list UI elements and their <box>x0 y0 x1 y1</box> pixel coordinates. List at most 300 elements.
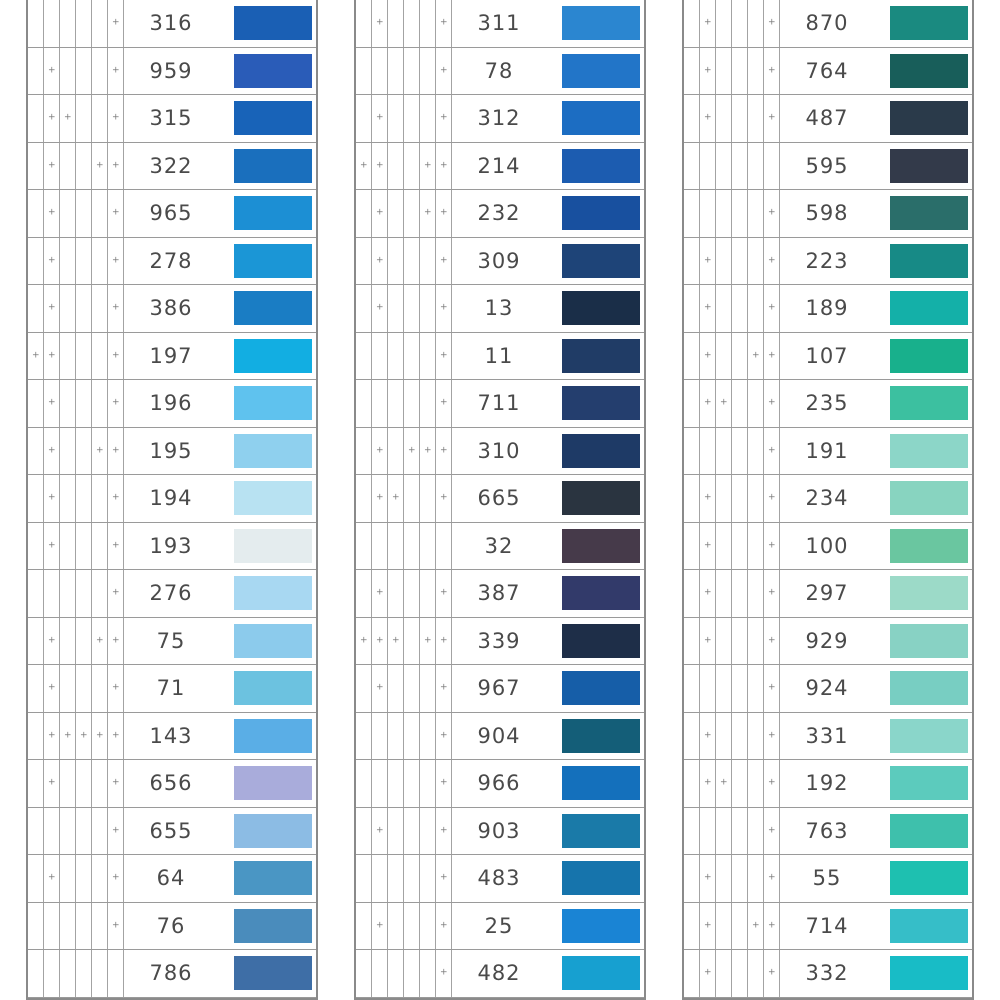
color-code: 665 <box>477 486 521 511</box>
mark-cell <box>716 95 732 142</box>
mark-cell <box>732 143 748 190</box>
plus-mark-icon: + <box>376 112 384 123</box>
mark-cell <box>28 570 44 617</box>
color-swatch <box>234 196 312 230</box>
plus-mark-icon: + <box>768 540 776 551</box>
mark-cell <box>732 333 748 380</box>
plus-mark-icon: + <box>80 730 88 741</box>
color-swatch <box>890 671 968 705</box>
mark-cell <box>356 333 372 380</box>
plus-mark-icon: + <box>112 397 120 408</box>
mark-cell <box>748 713 764 760</box>
plus-mark-icon: + <box>112 587 120 598</box>
mark-cell <box>764 665 780 712</box>
mark-cell <box>764 238 780 285</box>
mark-cell <box>700 380 716 427</box>
color-swatch <box>562 719 640 753</box>
mark-cell <box>404 428 420 475</box>
plus-mark-icon: + <box>768 635 776 646</box>
mark-cell <box>28 333 44 380</box>
mark-cell <box>684 855 700 902</box>
mark-cell <box>748 808 764 855</box>
mark-cell <box>700 713 716 760</box>
table-row <box>356 618 644 666</box>
mark-cell <box>372 238 388 285</box>
mark-cell <box>420 143 436 190</box>
plus-mark-icon: + <box>112 112 120 123</box>
table-row <box>28 333 316 381</box>
mark-cell <box>60 190 76 237</box>
table-row <box>684 0 972 48</box>
mark-cell <box>108 190 124 237</box>
mark-cell <box>372 285 388 332</box>
mark-cell <box>356 665 372 712</box>
mark-cell <box>732 760 748 807</box>
mark-cell <box>76 808 92 855</box>
mark-cell <box>388 808 404 855</box>
table-row <box>684 713 972 761</box>
plus-mark-icon: + <box>704 350 712 361</box>
mark-cell <box>420 855 436 902</box>
table-row <box>28 380 316 428</box>
mark-cell <box>60 950 76 997</box>
mark-cell <box>716 238 732 285</box>
mark-cell <box>716 950 732 997</box>
mark-cell <box>700 285 716 332</box>
color-table-1 <box>26 0 318 1000</box>
table-row <box>684 428 972 476</box>
color-code: 11 <box>484 343 514 368</box>
mark-cell <box>44 190 60 237</box>
color-code: 76 <box>156 913 186 938</box>
color-code: 315 <box>149 106 193 131</box>
mark-cell <box>28 808 44 855</box>
color-code: 71 <box>156 676 186 701</box>
mark-cell <box>684 285 700 332</box>
plus-mark-icon: + <box>112 17 120 28</box>
table-row <box>28 0 316 48</box>
mark-cell <box>404 523 420 570</box>
color-swatch <box>562 529 640 563</box>
mark-cell <box>92 808 108 855</box>
color-code: 197 <box>149 343 193 368</box>
mark-cell <box>44 950 60 997</box>
mark-cell <box>684 238 700 285</box>
color-swatch <box>562 54 640 88</box>
plus-mark-icon: + <box>392 635 400 646</box>
color-code: 234 <box>805 486 849 511</box>
table-row <box>684 808 972 856</box>
table-row <box>356 0 644 48</box>
mark-cell <box>732 238 748 285</box>
mark-cell <box>436 95 452 142</box>
mark-cell <box>716 190 732 237</box>
mark-cell <box>748 903 764 950</box>
mark-cell <box>700 48 716 95</box>
mark-cell <box>388 143 404 190</box>
mark-cell <box>420 760 436 807</box>
mark-cell <box>748 48 764 95</box>
mark-cell <box>404 380 420 427</box>
plus-mark-icon: + <box>48 540 56 551</box>
mark-cell <box>748 665 764 712</box>
mark-cell <box>436 808 452 855</box>
mark-cell <box>60 143 76 190</box>
color-swatch <box>562 196 640 230</box>
plus-mark-icon: + <box>768 397 776 408</box>
mark-cell <box>684 143 700 190</box>
mark-cell <box>420 380 436 427</box>
plus-mark-icon: + <box>440 872 448 883</box>
mark-cell <box>92 665 108 712</box>
mark-cell <box>76 238 92 285</box>
color-code: 487 <box>805 106 849 131</box>
mark-cell <box>716 665 732 712</box>
color-swatch <box>890 196 968 230</box>
mark-cell <box>44 95 60 142</box>
plus-mark-icon: + <box>376 635 384 646</box>
plus-mark-icon: + <box>768 920 776 931</box>
mark-cell <box>404 190 420 237</box>
table-row <box>28 713 316 761</box>
mark-cell <box>76 475 92 522</box>
mark-cell <box>700 950 716 997</box>
mark-cell <box>372 903 388 950</box>
color-code: 331 <box>805 723 849 748</box>
mark-cell <box>700 143 716 190</box>
color-code: 595 <box>805 153 849 178</box>
color-swatch <box>890 291 968 325</box>
mark-cell <box>76 285 92 332</box>
plus-mark-icon: + <box>112 160 120 171</box>
plus-mark-icon: + <box>112 920 120 931</box>
mark-cell <box>28 523 44 570</box>
plus-mark-icon: + <box>376 445 384 456</box>
color-swatch <box>562 339 640 373</box>
plus-mark-icon: + <box>376 920 384 931</box>
plus-mark-icon: + <box>752 350 760 361</box>
plus-mark-icon: + <box>440 160 448 171</box>
color-code: 786 <box>149 961 193 986</box>
mark-cell <box>700 855 716 902</box>
color-code: 764 <box>805 58 849 83</box>
mark-cell <box>748 190 764 237</box>
mark-cell <box>60 380 76 427</box>
mark-cell <box>60 760 76 807</box>
plus-mark-icon: + <box>704 492 712 503</box>
plus-mark-icon: + <box>440 65 448 76</box>
color-code: 655 <box>149 818 193 843</box>
plus-mark-icon: + <box>704 17 712 28</box>
plus-mark-icon: + <box>440 445 448 456</box>
color-code: 196 <box>149 391 193 416</box>
mark-cell <box>76 143 92 190</box>
mark-cell <box>372 143 388 190</box>
mark-cell <box>764 570 780 617</box>
mark-cell <box>732 190 748 237</box>
color-swatch <box>562 909 640 943</box>
mark-cell <box>76 950 92 997</box>
plus-mark-icon: + <box>112 492 120 503</box>
mark-cell <box>388 428 404 475</box>
mark-cell <box>44 760 60 807</box>
color-code: 278 <box>149 248 193 273</box>
color-code: 107 <box>805 343 849 368</box>
color-swatch <box>890 956 968 990</box>
mark-cell <box>28 0 44 47</box>
mark-cell <box>748 475 764 522</box>
color-code: 763 <box>805 818 849 843</box>
color-swatch <box>562 861 640 895</box>
plus-mark-icon: + <box>440 207 448 218</box>
table-row <box>684 238 972 286</box>
mark-cell <box>404 48 420 95</box>
color-table-3 <box>682 0 974 1000</box>
mark-cell <box>684 428 700 475</box>
mark-cell <box>372 808 388 855</box>
mark-cell <box>436 475 452 522</box>
color-code: 332 <box>805 961 849 986</box>
mark-cell <box>436 333 452 380</box>
mark-cell <box>372 0 388 47</box>
color-code: 656 <box>149 771 193 796</box>
mark-cell <box>388 950 404 997</box>
mark-cell <box>700 333 716 380</box>
plus-mark-icon: + <box>112 302 120 313</box>
mark-cell <box>76 618 92 665</box>
mark-cell <box>108 143 124 190</box>
color-code: 965 <box>149 201 193 226</box>
color-code: 387 <box>477 581 521 606</box>
color-swatch <box>234 624 312 658</box>
mark-cell <box>76 855 92 902</box>
color-code: 32 <box>484 533 514 558</box>
mark-cell <box>44 333 60 380</box>
mark-cell <box>716 855 732 902</box>
mark-cell <box>356 190 372 237</box>
plus-mark-icon: + <box>376 825 384 836</box>
plus-mark-icon: + <box>48 777 56 788</box>
plus-mark-icon: + <box>440 492 448 503</box>
mark-cell <box>372 523 388 570</box>
plus-mark-icon: + <box>376 492 384 503</box>
mark-cell <box>764 95 780 142</box>
table-row <box>356 713 644 761</box>
mark-cell <box>716 618 732 665</box>
plus-mark-icon: + <box>48 112 56 123</box>
mark-cell <box>420 48 436 95</box>
mark-cell <box>372 48 388 95</box>
color-code: 13 <box>484 296 514 321</box>
plus-mark-icon: + <box>96 445 104 456</box>
mark-cell <box>372 855 388 902</box>
mark-cell <box>60 0 76 47</box>
plus-mark-icon: + <box>768 445 776 456</box>
plus-mark-icon: + <box>376 207 384 218</box>
mark-cell <box>732 0 748 47</box>
color-table-2 <box>354 0 646 1000</box>
mark-cell <box>28 48 44 95</box>
mark-cell <box>92 95 108 142</box>
mark-cell <box>60 855 76 902</box>
mark-cell <box>764 713 780 760</box>
table-row <box>684 760 972 808</box>
mark-cell <box>436 0 452 47</box>
mark-cell <box>76 903 92 950</box>
mark-cell <box>436 238 452 285</box>
plus-mark-icon: + <box>424 445 432 456</box>
mark-cell <box>108 333 124 380</box>
mark-cell <box>28 143 44 190</box>
mark-cell <box>436 523 452 570</box>
plus-mark-icon: + <box>112 445 120 456</box>
color-swatch <box>234 339 312 373</box>
mark-cell <box>388 380 404 427</box>
plus-mark-icon: + <box>720 777 728 788</box>
mark-cell <box>76 333 92 380</box>
mark-cell <box>748 95 764 142</box>
mark-cell <box>108 760 124 807</box>
plus-mark-icon: + <box>768 112 776 123</box>
mark-cell <box>388 713 404 760</box>
mark-cell <box>716 570 732 617</box>
mark-cell <box>92 713 108 760</box>
mark-cell <box>92 570 108 617</box>
plus-mark-icon: + <box>768 65 776 76</box>
table-row <box>28 238 316 286</box>
table-row <box>28 143 316 191</box>
mark-cell <box>92 333 108 380</box>
color-code: 904 <box>477 723 521 748</box>
mark-cell <box>684 380 700 427</box>
mark-cell <box>60 523 76 570</box>
mark-cell <box>356 903 372 950</box>
mark-cell <box>372 665 388 712</box>
mark-cell <box>388 190 404 237</box>
color-swatch <box>890 244 968 278</box>
plus-mark-icon: + <box>48 302 56 313</box>
mark-cell <box>748 333 764 380</box>
table-row <box>28 475 316 523</box>
table-row <box>28 808 316 856</box>
color-code: 598 <box>805 201 849 226</box>
color-swatch <box>234 291 312 325</box>
mark-cell <box>700 618 716 665</box>
mark-cell <box>764 0 780 47</box>
table-row <box>684 855 972 903</box>
mark-cell <box>732 665 748 712</box>
plus-mark-icon: + <box>376 160 384 171</box>
mark-cell <box>356 48 372 95</box>
color-code: 214 <box>477 153 521 178</box>
mark-cell <box>716 903 732 950</box>
mark-cell <box>60 48 76 95</box>
mark-cell <box>92 618 108 665</box>
mark-cell <box>60 428 76 475</box>
mark-cell <box>404 95 420 142</box>
table-row <box>356 333 644 381</box>
mark-cell <box>356 95 372 142</box>
plus-mark-icon: + <box>112 350 120 361</box>
mark-cell <box>28 760 44 807</box>
plus-mark-icon: + <box>704 777 712 788</box>
mark-cell <box>356 523 372 570</box>
table-row <box>684 333 972 381</box>
mark-cell <box>44 0 60 47</box>
mark-cell <box>420 570 436 617</box>
color-code: 235 <box>805 391 849 416</box>
color-code: 309 <box>477 248 521 273</box>
plus-mark-icon: + <box>440 397 448 408</box>
mark-cell <box>388 48 404 95</box>
mark-cell <box>44 523 60 570</box>
color-swatch <box>890 624 968 658</box>
mark-cell <box>764 190 780 237</box>
plus-mark-icon: + <box>704 920 712 931</box>
color-swatch <box>234 766 312 800</box>
color-swatch <box>234 6 312 40</box>
mark-cell <box>28 855 44 902</box>
mark-cell <box>92 523 108 570</box>
table-row <box>356 760 644 808</box>
plus-mark-icon: + <box>360 635 368 646</box>
plus-mark-icon: + <box>704 255 712 266</box>
color-swatch <box>234 244 312 278</box>
mark-cell <box>44 665 60 712</box>
plus-mark-icon: + <box>704 540 712 551</box>
mark-cell <box>108 713 124 760</box>
mark-cell <box>372 380 388 427</box>
color-code: 386 <box>149 296 193 321</box>
mark-cell <box>684 570 700 617</box>
mark-cell <box>764 143 780 190</box>
mark-cell <box>60 808 76 855</box>
mark-cell <box>684 713 700 760</box>
mark-cell <box>716 428 732 475</box>
color-code: 714 <box>805 913 849 938</box>
mark-cell <box>404 808 420 855</box>
plus-mark-icon: + <box>440 635 448 646</box>
mark-cell <box>716 523 732 570</box>
mark-cell <box>108 48 124 95</box>
mark-cell <box>44 855 60 902</box>
mark-cell <box>404 618 420 665</box>
plus-mark-icon: + <box>704 112 712 123</box>
mark-cell <box>748 380 764 427</box>
mark-cell <box>356 238 372 285</box>
table-row <box>356 855 644 903</box>
color-swatch <box>234 101 312 135</box>
mark-cell <box>732 808 748 855</box>
table-row <box>28 95 316 143</box>
color-swatch <box>234 719 312 753</box>
mark-cell <box>764 475 780 522</box>
mark-cell <box>732 523 748 570</box>
table-row <box>28 570 316 618</box>
mark-cell <box>388 665 404 712</box>
mark-cell <box>388 95 404 142</box>
mark-cell <box>28 285 44 332</box>
plus-mark-icon: + <box>768 207 776 218</box>
mark-cell <box>44 143 60 190</box>
plus-mark-icon: + <box>48 255 56 266</box>
plus-mark-icon: + <box>376 255 384 266</box>
mark-cell <box>716 285 732 332</box>
table-row <box>356 190 644 238</box>
mark-cell <box>92 855 108 902</box>
mark-cell <box>108 523 124 570</box>
mark-cell <box>76 713 92 760</box>
